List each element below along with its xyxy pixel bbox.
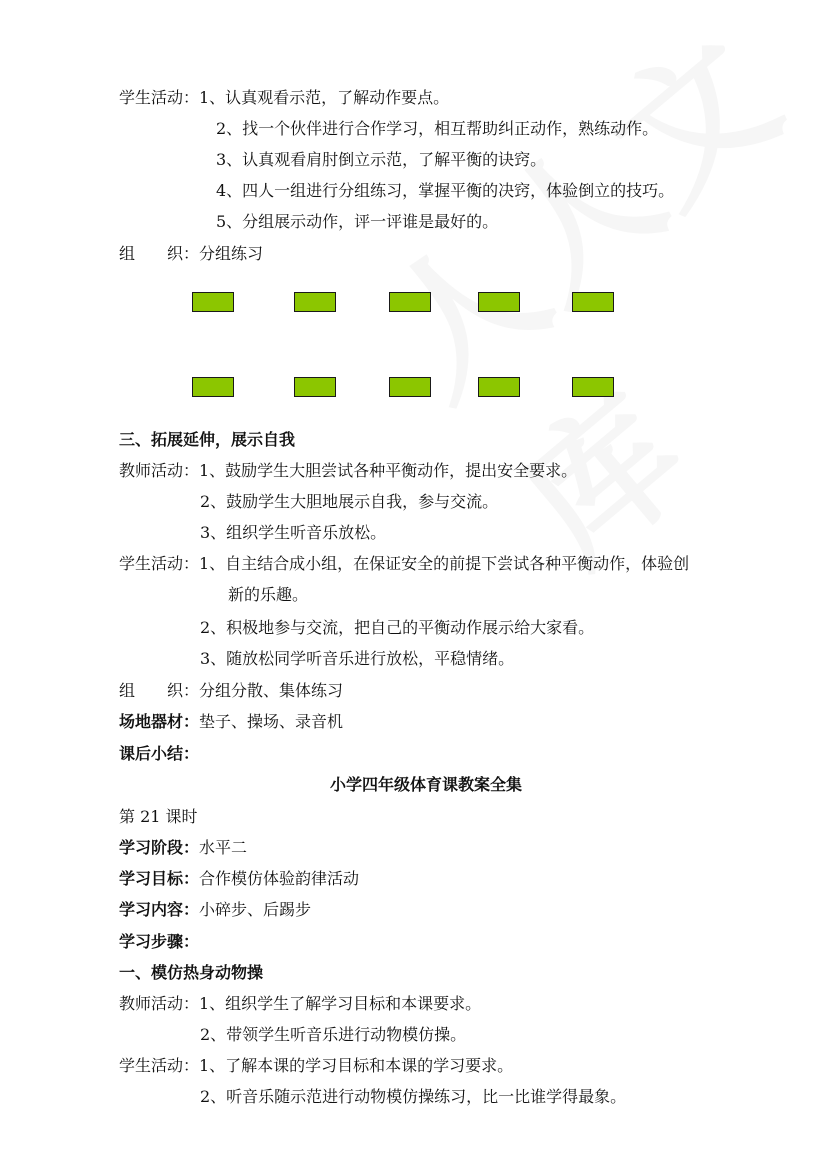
value: 垫子、操场、录音机 bbox=[199, 712, 344, 731]
mat-rectangle bbox=[192, 377, 234, 397]
text-line: 教师活动：1、组织学生了解学习目标和本课要求。 bbox=[119, 994, 482, 1013]
mat-rectangle bbox=[192, 292, 234, 312]
label: 学习内容： bbox=[119, 900, 200, 919]
text-line: 新的乐趣。 bbox=[228, 585, 309, 604]
label: 学习目标： bbox=[119, 869, 200, 888]
mat-rectangle bbox=[294, 292, 336, 312]
text-line: 2、找一个伙伴进行合作学习，相互帮助纠正动作，熟练动作。 bbox=[216, 119, 659, 138]
text-line: 2、听音乐随示范进行动物模仿操练习，比一比谁学得最象。 bbox=[200, 1087, 627, 1106]
text-line: 2、鼓励学生大胆地展示自我，参与交流。 bbox=[200, 492, 499, 511]
text-line bbox=[119, 837, 247, 859]
text-line: 学生活动：1、自主结合成小组，在保证安全的前提下尝试各种平衡动作，体验创 bbox=[119, 554, 690, 573]
text-line: 教师活动：1、鼓励学生大胆尝试各种平衡动作，提出安全要求。 bbox=[119, 461, 578, 480]
mat-rectangle bbox=[478, 377, 520, 397]
text-line: 学生活动：1、了解本课的学习目标和本课的学习要求。 bbox=[119, 1056, 514, 1075]
mat-rectangle bbox=[389, 377, 431, 397]
mat-rectangle bbox=[572, 292, 614, 312]
text-line: 3、随放松同学听音乐进行放松，平稳情绪。 bbox=[200, 649, 515, 668]
mat-rectangle bbox=[294, 377, 336, 397]
mat-rectangle bbox=[478, 292, 520, 312]
label: 学习步骤： bbox=[119, 932, 200, 951]
text-line bbox=[119, 711, 343, 733]
section-heading: 一、模仿热身动物操 bbox=[119, 963, 264, 982]
text-line: 学生活动：1、认真观看示范，了解动作要点。 bbox=[119, 88, 450, 107]
text-line: 5、分组展示动作，评一评谁是最好的。 bbox=[216, 212, 499, 231]
text-line: 2、带领学生听音乐进行动物模仿操。 bbox=[200, 1025, 467, 1044]
label: 课后小结： bbox=[119, 744, 200, 763]
page-title: 小学四年级体育课教案全集 bbox=[330, 775, 523, 794]
text-line bbox=[119, 868, 359, 890]
label: 场地器材： bbox=[119, 712, 200, 731]
text-line: 2、积极地参与交流，把自己的平衡动作展示给大家看。 bbox=[200, 618, 595, 637]
text-line: 4、四人一组进行分组练习，掌握平衡的决窍，体验倒立的技巧。 bbox=[216, 181, 675, 200]
mat-rectangle bbox=[572, 377, 614, 397]
text-line: 组 织：分组练习 bbox=[119, 244, 264, 263]
section-heading: 三、拓展延伸，展示自我 bbox=[119, 430, 296, 449]
text-line: 3、组织学生听音乐放松。 bbox=[200, 523, 387, 542]
value: 合作模仿体验韵律活动 bbox=[199, 869, 360, 888]
text-line bbox=[119, 899, 311, 921]
lesson-number: 第 21 课时 bbox=[119, 807, 198, 826]
label: 学习阶段： bbox=[119, 838, 200, 857]
value: 水平二 bbox=[199, 838, 248, 857]
text-line: 3、认真观看肩肘倒立示范，了解平衡的诀窍。 bbox=[216, 150, 547, 169]
mat-rectangle bbox=[389, 292, 431, 312]
value: 小碎步、后踢步 bbox=[199, 900, 312, 919]
text-line: 组 织：分组分散、集体练习 bbox=[119, 681, 344, 700]
